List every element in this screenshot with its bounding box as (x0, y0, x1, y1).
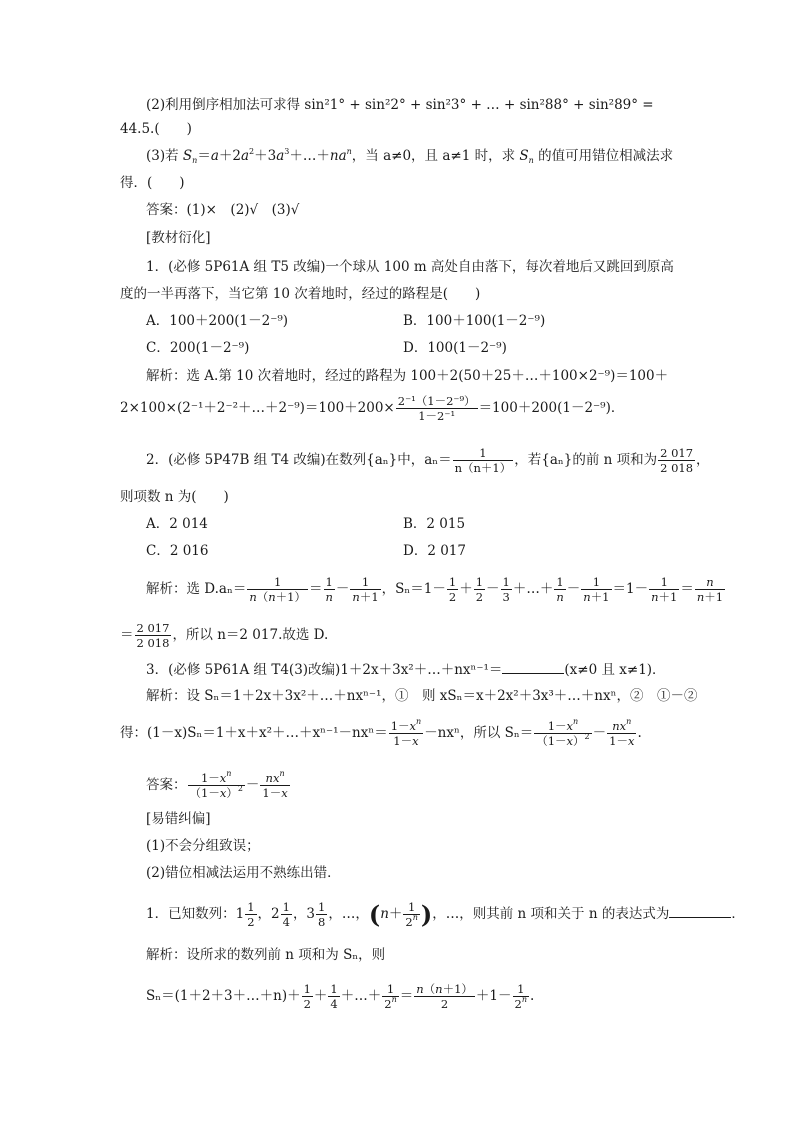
question-text: 度的一半再落下，当它第 10 次着地时，经过的路程是( ) (120, 286, 481, 302)
text-line: (1)不会分组致误； (146, 838, 260, 854)
question-text: 1．已知数列：1 $\frac{1}{2}$ ，2 $\frac{1}{4}$ ，3 $\frac{1}{8}$ ，…，(n＋ $\frac{1}{2^n}$ )，…，则其前 n 项和关于 n 的表达式为 ． (146, 899, 745, 929)
text-line: 44.5.( ) (120, 121, 192, 137)
solution-text: 解析：设 Sₙ＝1＋2x＋3x²＋…＋nxⁿ⁻¹，① 则 xSₙ＝x＋2x²＋3x³＋…＋nxⁿ，② ①－② (146, 688, 698, 704)
option-a: A．100＋200(1－2⁻⁹) (146, 313, 289, 329)
answer-line: 答案：(1)× (2)√ (3)√ (146, 202, 300, 218)
solution-text: 得：(1－x)Sₙ＝1＋x＋x²＋…＋xⁿ⁻¹－nxⁿ＝ $\frac{1-x^n}{1-x}$ －nxⁿ，所以 Sₙ＝ $\frac{1-x^n}{(1-x)^2}$ － $nx^n$ 1－x . (120, 717, 642, 748)
option-d: D．100(1－2⁻⁹) (403, 340, 507, 356)
option-a: A．2 014 (146, 516, 208, 532)
option-b: B．100＋100(1－2⁻⁹) (403, 313, 546, 329)
solution-text: 2×100×(2⁻¹＋2⁻²＋…＋2⁻⁹)＝100＋200× $\frac{\text{2⁻¹（1－2⁻⁹）}}{\text{1－2⁻¹}}$ ＝100＋200(1－2⁻⁹)． (120, 394, 625, 423)
answer-blank (669, 905, 731, 918)
option-b: B．2 015 (403, 516, 466, 532)
text-line: (2)错位相减法运用不熟练出错． (146, 865, 341, 881)
question-text: 则项数 n 为( ) (120, 489, 229, 505)
answer-line: 答案： $\frac{1-x^n}{(1-x)^2}$ － $nx^n$ 1－x (146, 769, 288, 800)
answer-blank (502, 661, 564, 674)
fraction: $\frac{2 017}{2 018}$ (660, 446, 694, 475)
section-heading: [教材衍化] (146, 230, 211, 246)
solution-text: ＝ $\frac{2 017}{2 018}$ ，所以 n＝2 017.故选 D. (120, 621, 329, 650)
section-heading: [易错纠偏] (146, 811, 211, 827)
text-line: (3)若 $S_n=a+2a^2+3a^3+\dots+na^n$，当 a≠0，且 a≠1 时，求 $S_n$ 的值可用错位相减法求 (146, 147, 674, 165)
bracket-expression: ( (368, 899, 381, 929)
text-line: 得．( ) (120, 175, 185, 191)
solution-text: 解析：设所求的数列前 n 项和为 Sₙ，则 (146, 947, 386, 963)
option-c: C．2 016 (146, 543, 209, 559)
question-text: 2．(必修 5P47B 组 T4 改编)在数列{aₙ}中，aₙ＝ $\frac{1}{n(n+1)}$ ，若{aₙ}的前 n 项和为 $\frac{2 017}{2 018}$ ， (146, 446, 710, 475)
solution-text: Sₙ＝(1＋2＋3＋…＋n)＋ $\frac{1}{2}$ ＋ $\frac{1}{4}$ ＋…＋ $\frac{1}{2^n}$ ＝ $\frac{n(n+1)}{2}$ ＋1－ $\frac{1}{2^n}$ . (146, 982, 535, 1011)
text-line: (2)利用倒序相加法可求得 sin²1° + sin²2° + sin²3° + … + sin²88° + sin²89° = (146, 97, 654, 113)
fraction: $\frac{\text{2⁻¹（1－2⁻⁹）}}{\text{1－2⁻¹}}$ (397, 394, 476, 423)
solution-text: 解析：选 A.第 10 次着地时，经过的路程为 100＋2(50＋25＋…＋100×2⁻⁹)＝100＋ (146, 368, 669, 384)
solution-text: 解析：选 D.aₙ＝ $\frac{1}{n(n+1)}$ ＝ $\frac{1}{n}$ － $\frac{1}{n+1}$ ，Sₙ＝1－ $\frac{1}{2}$ ＋ $\frac{1}{2}$ － $\frac{1}{3}$ ＋…＋ $\frac{1}{n}$ － $\frac{1}{n+1}$ ＝1－ $\frac{1}{n+1}$ ＝ $\frac{n}{n+1}$ (146, 575, 724, 604)
question-text: 3．(必修 5P61A 组 T4(3)改编)1＋2x＋3x²＋…＋nxⁿ⁻¹＝ (x≠0 且 x≠1)． (146, 662, 666, 678)
option-c: C．200(1－2⁻⁹) (146, 340, 250, 356)
fraction: $\frac{1}{n(n+1)}$ (454, 446, 512, 475)
option-d: D．2 017 (403, 543, 466, 559)
question-text: 1．(必修 5P61A 组 T5 改编)一个球从 100 m 高处自由落下，每次着地后又跳回到原高 (146, 259, 674, 275)
